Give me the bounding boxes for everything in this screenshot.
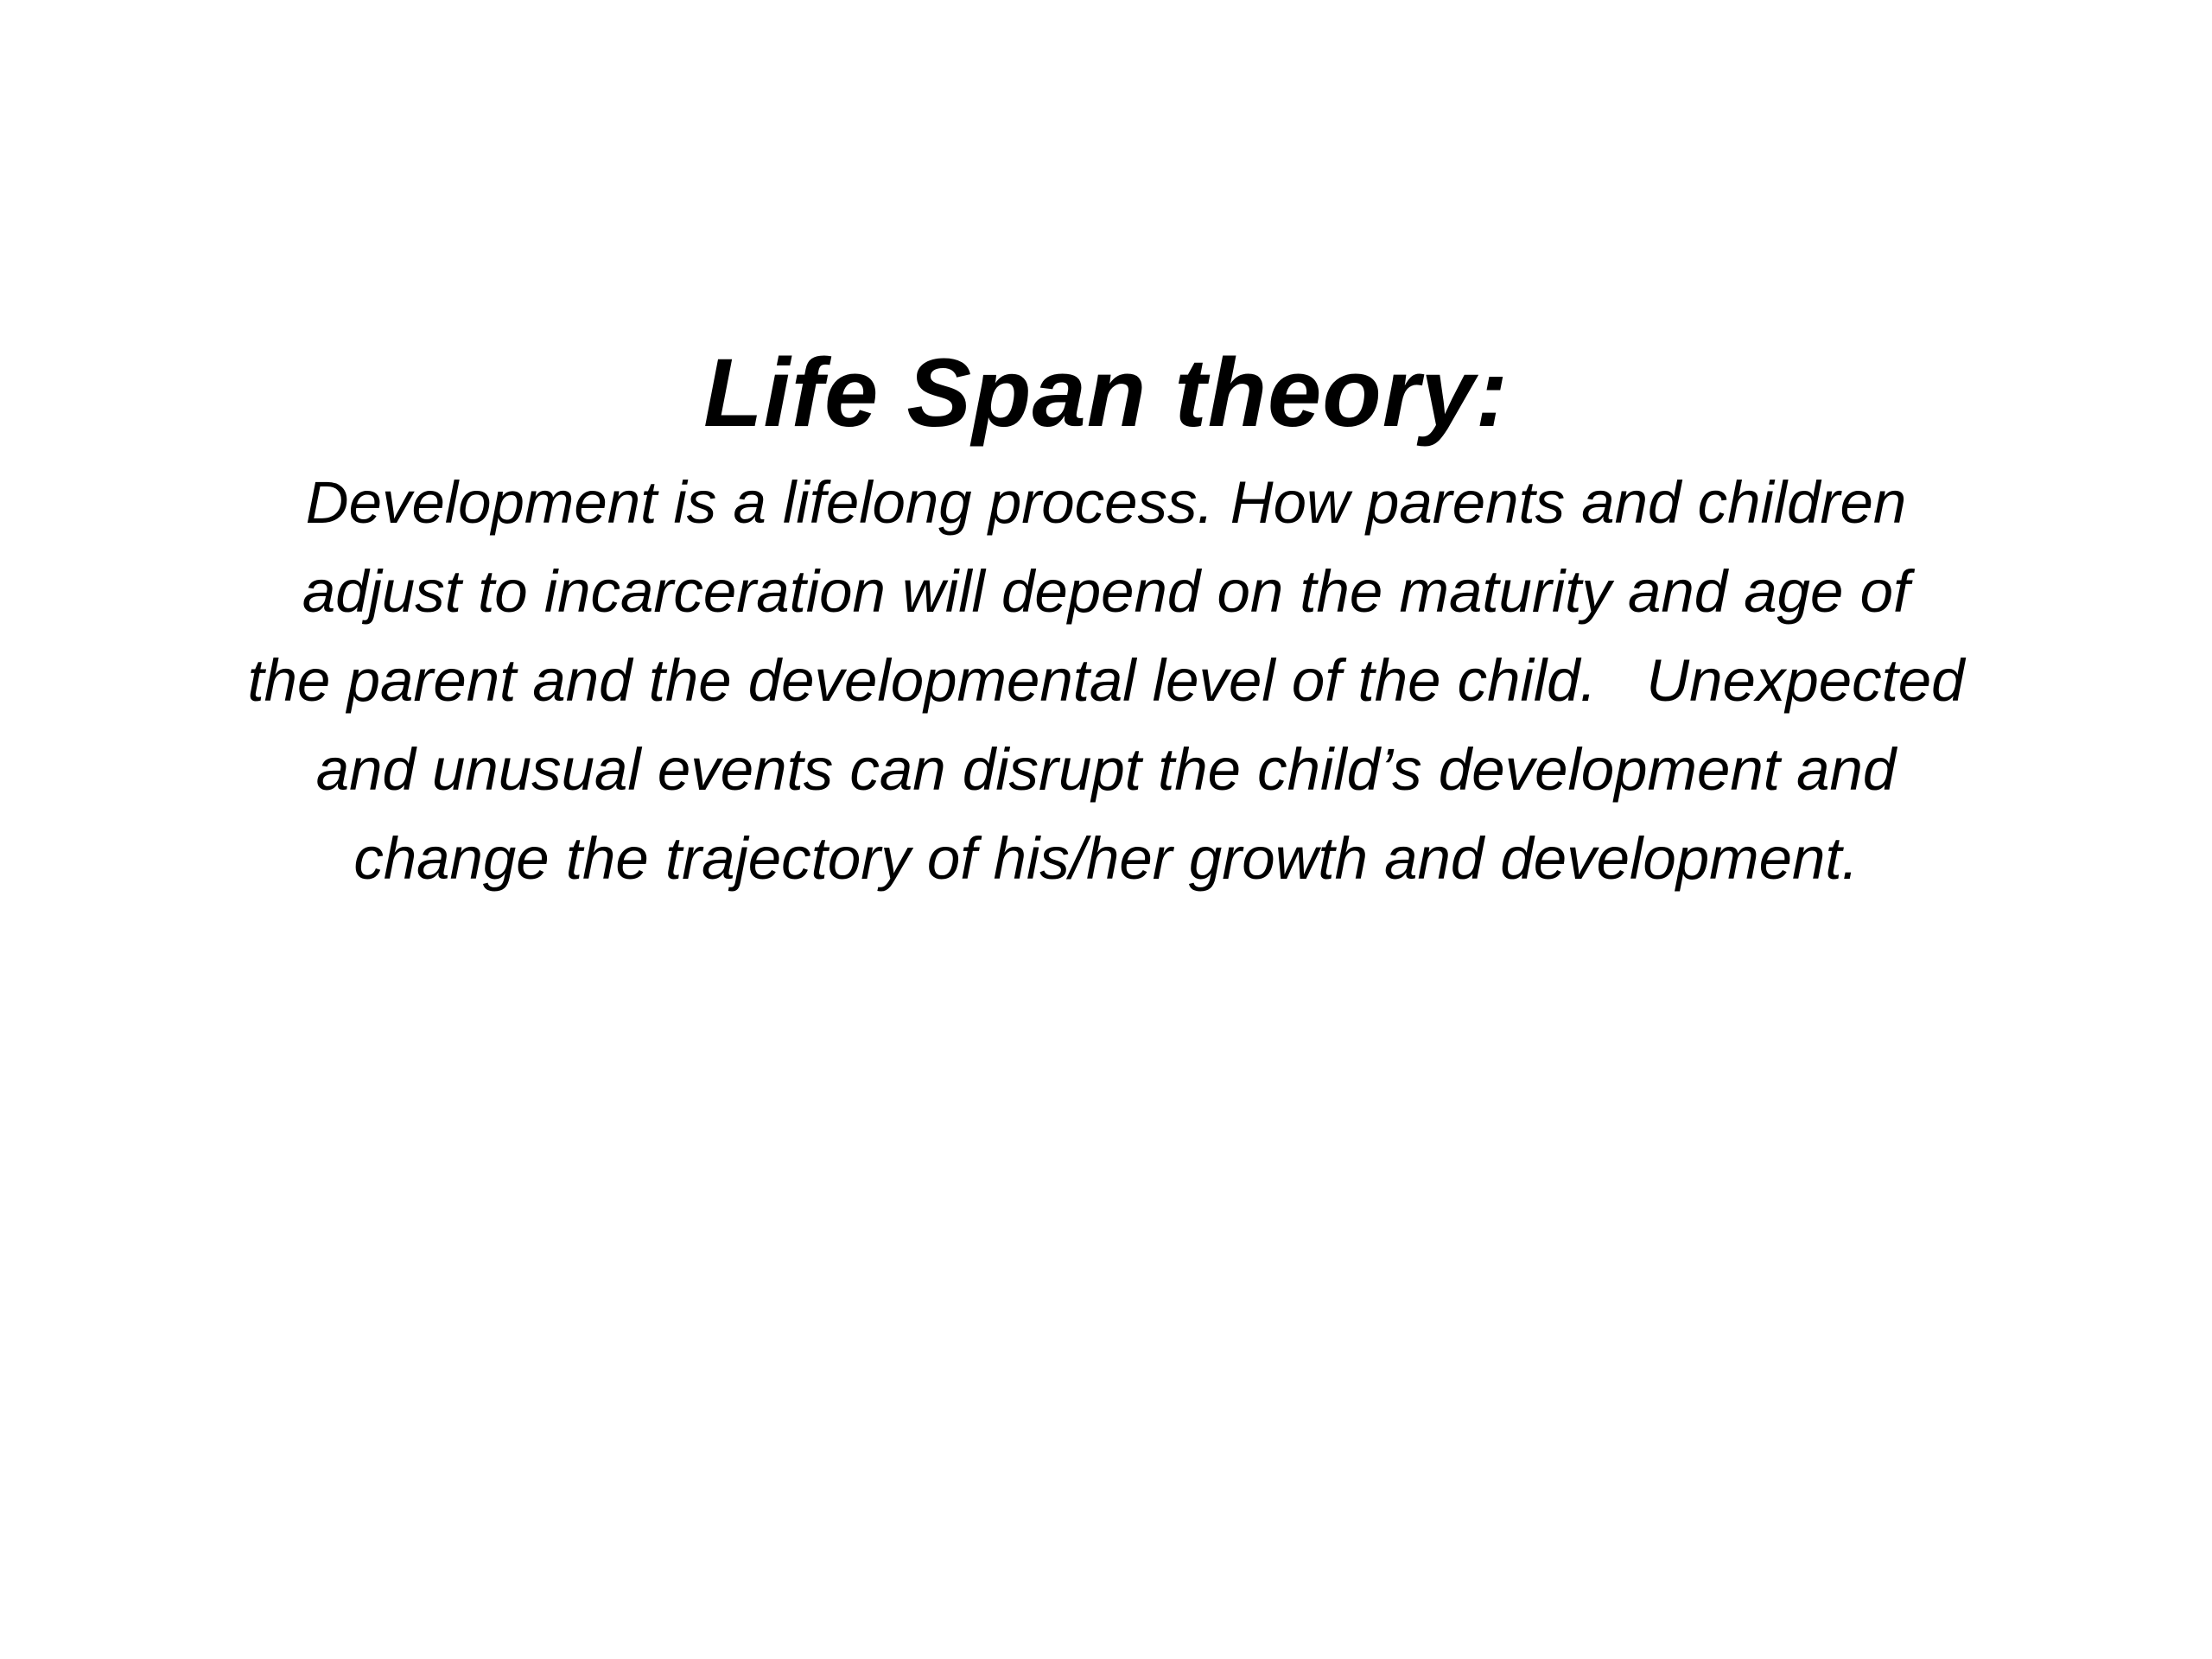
body-line: change the trajectory of his/her growth and development. [353, 825, 1859, 892]
slide-title: Life Span theory: [703, 339, 1509, 447]
body-line: Development is a lifelong process. How parents and children [305, 469, 1907, 536]
slide-body-text [104, 458, 2108, 903]
slide-content [104, 328, 2108, 903]
body-line: the parent and the developmental level of the child. Unexpected [247, 647, 1965, 714]
body-line: adjust to incarceration will depend on the maturity and age of [302, 558, 1910, 625]
body-line: and unusual events can disrupt the child’s development and [315, 736, 1897, 803]
